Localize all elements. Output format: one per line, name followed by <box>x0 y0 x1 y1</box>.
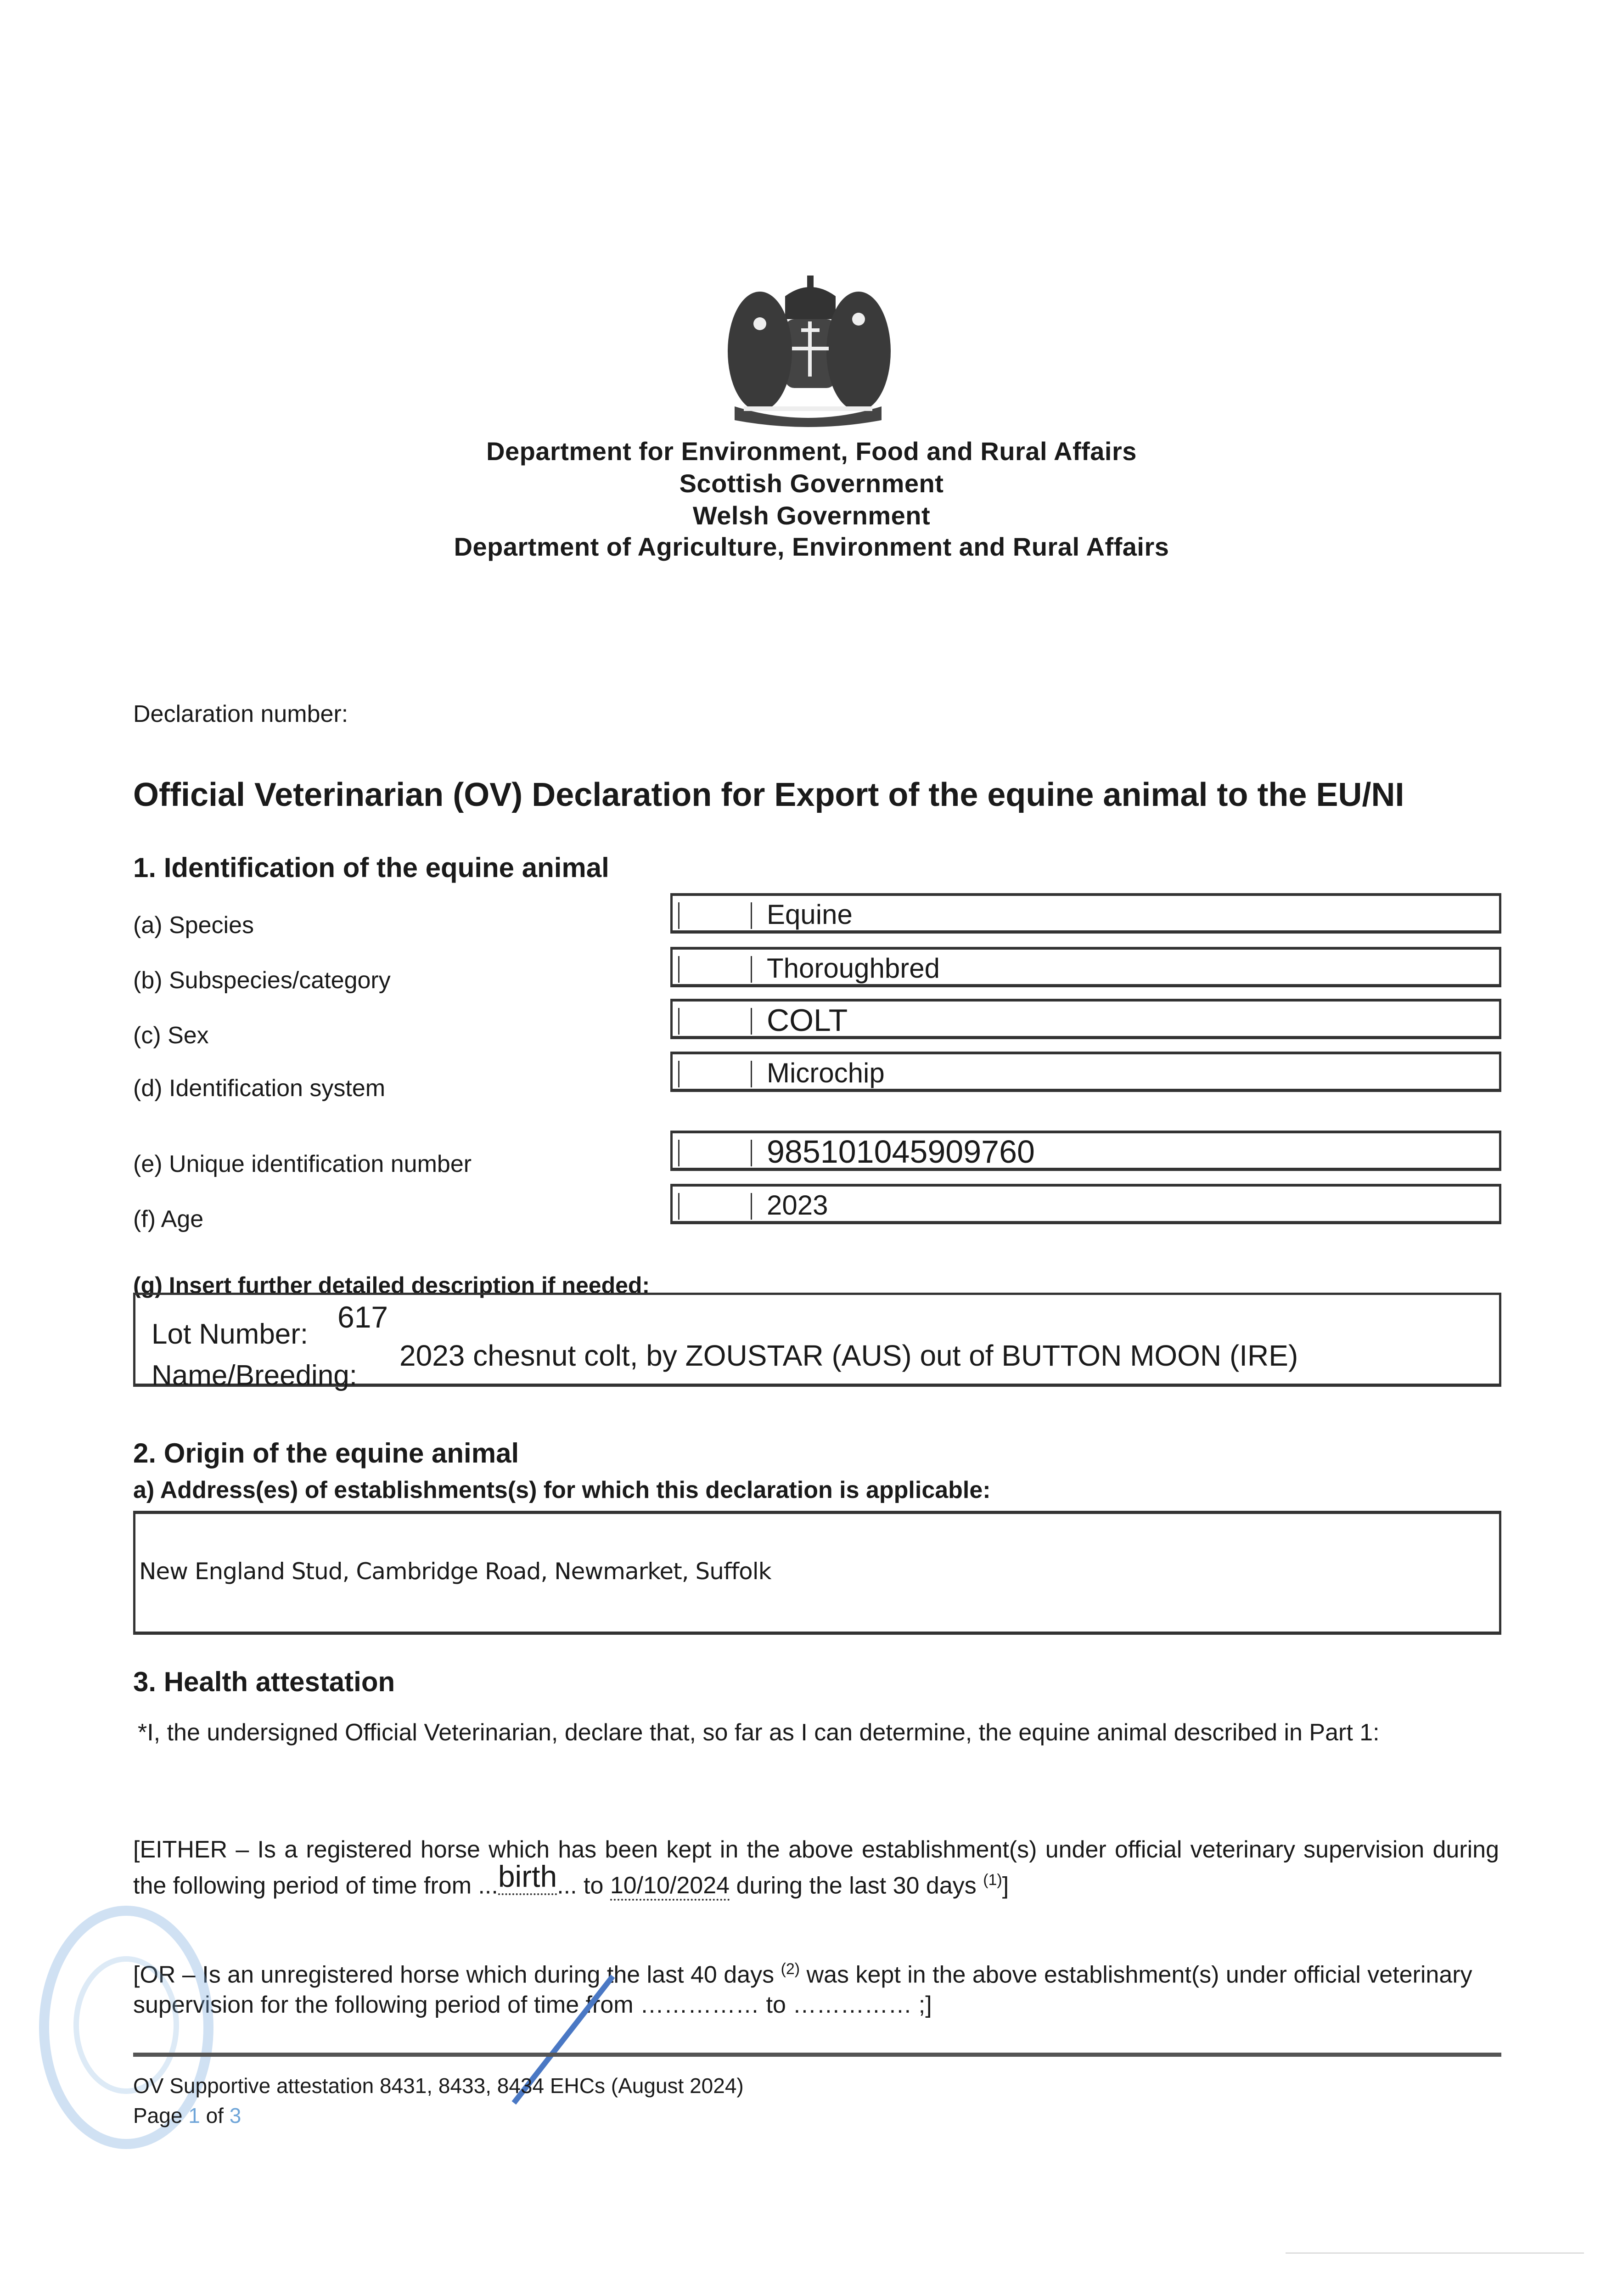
page-title: Official Veterinarian (OV) Declaration for Export of the equine animal to the EU/NI <box>133 777 1404 813</box>
either-end-text: during the last 30 days <box>730 1872 983 1899</box>
declaration-number-label: Declaration number: <box>133 701 348 727</box>
page-total: 3 <box>229 2104 241 2127</box>
address-value: New England Stud, Cambridge Road, Newmarket, Suffolk <box>139 1558 771 1585</box>
species-label: (a) Species <box>133 912 254 939</box>
royal-coat-of-arms-icon <box>716 269 900 427</box>
age-label: (f) Age <box>133 1206 204 1232</box>
sex-label: (c) Sex <box>133 1022 209 1049</box>
department-welsh-government: Welsh Government <box>692 501 931 530</box>
section3-heading: 3. Health attestation <box>133 1666 395 1697</box>
either-text: [EITHER – Is a registered horse which has been kept in the above establishment(s) under official veterinary supervision during the following period of time from ... <box>133 1836 1499 1899</box>
subspecies-label: (b) Subspecies/category <box>133 967 391 994</box>
sex-value: COLT <box>767 1003 848 1038</box>
page-current: 1 <box>188 2104 200 2127</box>
lot-number-label: Lot Number: <box>152 1318 309 1350</box>
name-breeding-value: 2023 chesnut colt, by ZOUSTAR (AUS) out of BUTTON MOON (IRE) <box>399 1339 1298 1372</box>
page-label: Page <box>133 2104 183 2127</box>
department-defra: Department for Environment, Food and Rural Affairs <box>486 437 1137 466</box>
identification-system-value: Microchip <box>767 1058 885 1088</box>
department-daera: Department of Agriculture, Environment and Rural Affairs <box>454 532 1169 561</box>
uid-field[interactable] <box>670 1131 1501 1171</box>
sex-field[interactable] <box>670 999 1501 1039</box>
lot-number-value: 617 <box>337 1300 388 1334</box>
description-field[interactable] <box>133 1293 1501 1391</box>
or-text: [OR – Is an unregistered horse which during the last 40 days <box>133 1961 781 1988</box>
species-value: Equine <box>767 899 853 930</box>
section2-subheading: a) Address(es) of establishments(s) for which this declaration is applicable: <box>133 1477 991 1503</box>
address-field[interactable] <box>133 1511 1501 1635</box>
either-close: ] <box>1002 1872 1009 1899</box>
attestation-intro: *I, the undersigned Official Veterinarian, declare that, so far as I can determine, the equine animal described in Part 1: <box>138 1719 1380 1746</box>
section1-heading: 1. Identification of the equine animal <box>133 852 609 883</box>
scan-edge <box>1286 2252 1584 2254</box>
uid-value: 985101045909760 <box>767 1134 1035 1170</box>
age-field[interactable] <box>670 1184 1501 1224</box>
page-number <box>133 2103 241 2128</box>
uid-label: (e) Unique identification number <box>133 1151 472 1177</box>
subspecies-value: Thoroughbred <box>767 953 940 984</box>
either-to-value[interactable]: 10/10/2024 <box>610 1872 730 1901</box>
identification-system-label: (d) Identification system <box>133 1075 386 1102</box>
either-from-value[interactable]: birth <box>498 1859 557 1895</box>
age-value: 2023 <box>767 1190 828 1221</box>
footer-divider <box>133 2053 1501 2057</box>
name-breeding-label: Name/Breeding: <box>152 1360 358 1391</box>
page-of: of <box>206 2104 224 2127</box>
or-clause <box>133 1954 1499 2020</box>
species-field[interactable] <box>670 893 1501 934</box>
department-scottish-government: Scottish Government <box>679 469 944 498</box>
either-clause <box>133 1835 1499 1901</box>
or-text-2: was kept in the above establishment(s) under official veterinary supervision for the following period of time from …………… to …………… ;] <box>133 1961 1472 2019</box>
section2-heading: 2. Origin of the equine animal <box>133 1438 519 1469</box>
identification-system-field[interactable] <box>670 1052 1501 1092</box>
either-mid-text: ... to <box>557 1872 610 1899</box>
footnote-2: (2) <box>781 1960 800 1978</box>
description-label: (g) Insert further detailed description if needed: <box>133 1272 650 1298</box>
footnote-1: (1) <box>983 1871 1002 1889</box>
subspecies-field[interactable] <box>670 947 1501 987</box>
footer-attestation: OV Supportive attestation 8431, 8433, 8434 EHCs (August 2024) <box>133 2074 744 2098</box>
